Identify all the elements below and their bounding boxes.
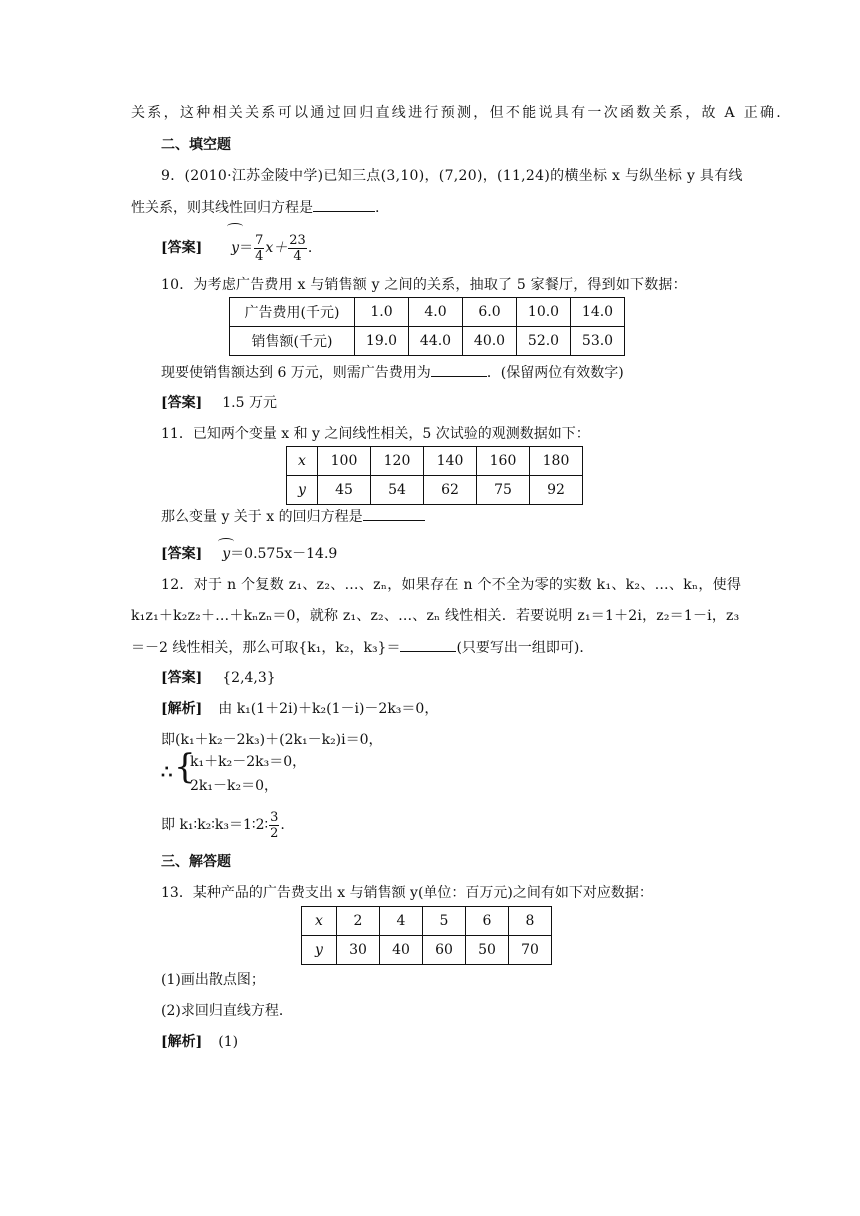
table-row bbox=[287, 476, 583, 505]
table-cell: 10.0 bbox=[517, 298, 571, 327]
table-row bbox=[302, 936, 552, 965]
question-10: 10．为考虑广告费用 x 与销售额 y 之间的关系，抽取了 5 家餐厅，得到如下数据： bbox=[161, 277, 687, 293]
table-cell: 5 bbox=[423, 907, 466, 936]
section-heading-fill-in: 二、填空题 bbox=[161, 137, 231, 153]
table-cell: 44.0 bbox=[409, 327, 463, 356]
answer-9: [答案] y＝ $\frac{7}{4}$ x＋ $\frac{23}{4}$ . bbox=[161, 229, 312, 267]
table-cell: 160 bbox=[477, 447, 530, 476]
table-cell: 60 bbox=[423, 936, 466, 965]
answer-10: [答案] 1.5 万元 bbox=[161, 395, 277, 411]
table-row bbox=[230, 298, 625, 327]
analysis-12-line3: 即 k₁∶k₂∶k₃＝1∶2∶ $\frac{3}{2}$ . bbox=[161, 809, 285, 841]
therefore-symbol: ∴ bbox=[161, 762, 173, 783]
table-cell: 2 bbox=[337, 907, 380, 936]
table-cell: 75 bbox=[477, 476, 530, 505]
table-cell: y bbox=[302, 936, 337, 965]
table-cell: 140 bbox=[424, 447, 477, 476]
data-table-10 bbox=[229, 297, 625, 356]
question-9-line1: 9．(2010·江苏金陵中学)已知三点(3,10)，(7,20)，(11,24)的横坐标 x 与纵坐标 y 具有线 bbox=[161, 168, 743, 184]
question-13-part2: (2)求回归直线方程． bbox=[161, 1003, 293, 1019]
question-12-line3: ＝－2 线性相关，那么可取{k₁，k₂，k₃}＝ (只要写出一组即可)． bbox=[131, 637, 593, 658]
table-cell: 100 bbox=[318, 447, 371, 476]
table-cell: 120 bbox=[371, 447, 424, 476]
analysis-12-line2: 即(k₁＋k₂－2k₃)＋(2k₁－k₂)i＝0， bbox=[161, 732, 383, 748]
question-9-line2: 性关系，则其线性回归方程是 . bbox=[131, 197, 379, 218]
system-eq-1: k₁＋k₂－2k₃＝0， bbox=[190, 754, 307, 770]
table-row bbox=[287, 447, 583, 476]
question-13-part1: (1)画出散点图； bbox=[161, 972, 265, 988]
table-cell: 70 bbox=[509, 936, 552, 965]
table-cell: 53.0 bbox=[571, 327, 625, 356]
table-cell: 180 bbox=[530, 447, 583, 476]
y-hat: y bbox=[231, 229, 239, 267]
analysis-13: [解析] (1) bbox=[161, 1034, 239, 1050]
table-cell: 4.0 bbox=[409, 298, 463, 327]
table-cell: 30 bbox=[337, 936, 380, 965]
table-cell: 6.0 bbox=[463, 298, 517, 327]
table-row bbox=[230, 327, 625, 356]
table-cell: 19.0 bbox=[355, 327, 409, 356]
answer-12: [答案] {2,4,3} bbox=[161, 670, 276, 686]
table-cell: 54 bbox=[371, 476, 424, 505]
question-10-line2: 现要使销售额达到 6 万元，则需广告费用为 ．(保留两位有效数字) bbox=[161, 362, 624, 383]
table-cell: x bbox=[302, 907, 337, 936]
left-brace: { bbox=[174, 747, 196, 787]
question-12-line2: k₁z₁＋k₂z₂＋…＋kₙzₙ＝0，就称 z₁、z₂、…、zₙ 线性相关．若要说明 z₁＝1＋2i，z₂＝1－i，z₃ bbox=[131, 608, 740, 624]
text-line: 关系，这种相关关系可以通过回归直线进行预测，但不能说具有一次函数关系，故 A 正确. bbox=[131, 105, 784, 121]
table-cell: 52.0 bbox=[517, 327, 571, 356]
table-cell: 92 bbox=[530, 476, 583, 505]
table-cell: x bbox=[287, 447, 318, 476]
analysis-12-line1: [解析] 由 k₁(1＋2i)＋k₂(1－i)－2k₃＝0， bbox=[161, 701, 439, 717]
system-eq-2: 2k₁－k₂＝0， bbox=[190, 778, 279, 794]
data-table-11 bbox=[286, 446, 583, 505]
question-13: 13．某种产品的广告费支出 x 与销售额 y(单位：百万元)之间有如下对应数据： bbox=[161, 885, 653, 901]
table-cell: 40 bbox=[380, 936, 423, 965]
answer-label: [答案] bbox=[161, 240, 203, 256]
table-cell: 14.0 bbox=[571, 298, 625, 327]
table-cell: 6 bbox=[466, 907, 509, 936]
table-cell: 50 bbox=[466, 936, 509, 965]
section-heading-solve: 三、解答题 bbox=[161, 854, 231, 870]
data-table-13 bbox=[301, 906, 552, 965]
table-cell: 62 bbox=[424, 476, 477, 505]
table-cell: 40.0 bbox=[463, 327, 517, 356]
table-cell: 45 bbox=[318, 476, 371, 505]
question-11: 11．已知两个变量 x 和 y 之间线性相关，5 次试验的观测数据如下： bbox=[161, 426, 590, 442]
table-cell: 广告费用(千元) bbox=[230, 298, 355, 327]
table-cell: y bbox=[287, 476, 318, 505]
table-cell: 1.0 bbox=[355, 298, 409, 327]
question-11-line2: 那么变量 y 关于 x 的回归方程是 bbox=[161, 506, 425, 527]
answer-11: [答案] y＝0.575x－14.9 bbox=[161, 546, 338, 562]
table-cell: 4 bbox=[380, 907, 423, 936]
table-row bbox=[302, 907, 552, 936]
table-cell: 8 bbox=[509, 907, 552, 936]
question-12-line1: 12．对于 n 个复数 z₁、z₂、…、zₙ，如果存在 n 个不全为零的实数 k₁、k₂、…、kₙ，使得 bbox=[161, 577, 742, 593]
table-cell: 销售额(千元) bbox=[230, 327, 355, 356]
